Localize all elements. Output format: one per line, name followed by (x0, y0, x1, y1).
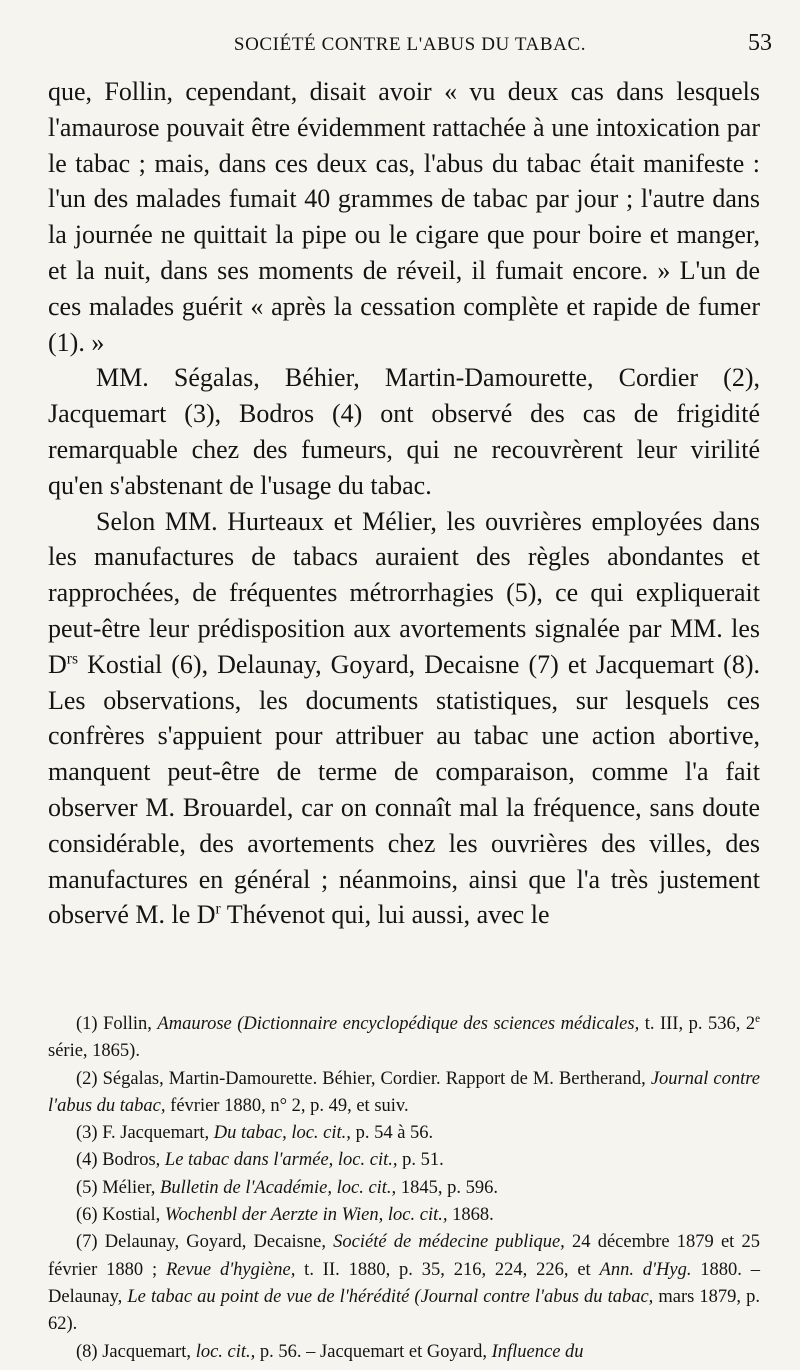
footnote-7-end: mars 1879, p. 62). (48, 1286, 761, 1335)
paragraph-1: que, Follin, cependant, disait avoir « vu deux cas dans lesquels l'amaurose pouvait être évidemment rattachée à une intoxication par le tabac ; mais, dans ces deux cas, l'abus du tabac était manifeste : l'un des malades fumait 40 grammes de tabac par jour ; l'autre dans la journée ne quittait la pipe ou le cigare que pour boire et manger, et la nuit, dans ses moments de réveil, il fumait encore. » L'un de ces malades guérit « après la cessation complète et rapide de fumer (1). » (48, 77, 760, 357)
paragraph-3-part-a: Selon MM. Hurteaux et Mélier, les ouvrières employées dans les manufactures de tabacs auraient des règles abondantes et rapprochées, de fréquentes métrorrhagies (5), ce qui expliquerait peut-être leur prédisposition aux avortements signalée par MM. les D (48, 506, 760, 679)
footnote-7-pages: t. II. 1880, p. 35, 216, 224, 226, et (295, 1259, 600, 1280)
superscript-drs: rs (66, 650, 79, 668)
footnote-8-title-1: loc. cit., (195, 1341, 256, 1362)
page-number: 53 (748, 30, 772, 56)
footnote-1-text: (1) Follin, (76, 1014, 158, 1034)
footnote-5-ref: 1845, p. 596. (396, 1177, 498, 1198)
footnote-7-title-1: Société de médecine publique, (333, 1232, 565, 1253)
footnote-6-ref: 1868. (447, 1205, 494, 1226)
footnote-5 (48, 1175, 760, 1202)
footnote-1-sup: e (755, 1012, 761, 1025)
footnote-4 (48, 1147, 760, 1174)
footnote-8-text: (8) Jacquemart, (76, 1341, 196, 1362)
footnote-1 (48, 1011, 760, 1066)
footnote-4-title: Le tabac dans l'armée, loc. cit., (164, 1150, 398, 1171)
footnote-4-ref: p. 51. (397, 1150, 444, 1171)
footnote-3-text: (3) F. Jacquemart, (76, 1123, 214, 1144)
running-title: SOCIÉTÉ CONTRE L'ABUS DU TABAC. (233, 34, 587, 55)
footnote-1-title: Amaurose (Dictionnaire encyclopédique des sciences médicales, (157, 1014, 640, 1034)
footnote-7-text: (7) Delaunay, Goyard, Decaisne, (76, 1232, 334, 1253)
footnote-5-text: (5) Mélier, (76, 1177, 161, 1198)
footnote-8-title-2: Influence du (491, 1341, 584, 1362)
footnote-7-dates: 24 décembre 1879 et 25 février 1880 ; (48, 1232, 760, 1280)
paragraph-3 (48, 504, 760, 934)
footnote-2 (48, 1066, 760, 1121)
footnote-2-text: (2) Ségalas, Martin-Damourette. Béhier, Cordier. Rapport de M. Bertherand, (76, 1068, 651, 1089)
paragraph-2: MM. Ségalas, Béhier, Martin-Damourette, Cordier (2), Jacquemart (3), Bodros (4) ont observé des cas de frigidité remarquable chez des fumeurs, qui ne recouvrèrent leur virilité qu'en s'abstenant de l'usage du tabac. (48, 363, 760, 500)
footnote-2-ref: février 1880, n° 2, p. 49, et suiv. (165, 1095, 409, 1116)
footnote-7-title-4: Le tabac au point de vue de l'hérédité (Journal contre l'abus du tabac, (127, 1286, 654, 1307)
page-header (48, 30, 772, 64)
footnote-1-end: série, 1865). (48, 1041, 140, 1062)
footnote-2-title: Journal contre l'abus du tabac, (48, 1068, 760, 1116)
footnote-1-ref: t. III, p. 536, 2 (639, 1014, 756, 1034)
superscript-dr: r (215, 900, 221, 918)
footnote-3-ref: p. 54 à 56. (350, 1123, 434, 1144)
footnote-7 (48, 1229, 760, 1338)
footnote-7-author: 1880. – Delaunay, (48, 1259, 761, 1307)
footnote-5-title: Bulletin de l'Académie, loc. cit., (160, 1177, 397, 1198)
footnote-6 (48, 1202, 760, 1229)
footnote-3 (48, 1120, 760, 1147)
footnote-8 (48, 1339, 760, 1366)
footnote-3-title: Du tabac, loc. cit., (213, 1123, 351, 1144)
main-text (48, 74, 760, 933)
paragraph-3-part-b: Kostial (6), Delaunay, Goyard, Decaisne (7) et Jacquemart (8). Les observations, les documents statistiques, sur lesquels ces confrères s'appuient pour attribuer au tabac une action abortive, manquent peut-être de terme de comparaison, comme l'a fait observer M. Brouardel, car on connaît mal la fréquence, sans doute considérable, des avortements chez les ouvrières des villes, des manufactures en général ; néanmoins, ainsi que l'a très justement observé M. le D (48, 649, 760, 930)
footnote-7-title-2: Revue d'hygiène, (165, 1259, 296, 1280)
footnote-6-text: (6) Kostial, (76, 1205, 165, 1226)
footnote-7-title-3: Ann. d'Hyg. (599, 1259, 692, 1280)
footnote-6-title: Wochenbl der Aerzte in Wien, loc. cit., (164, 1205, 448, 1226)
paragraph-3-part-c: Thévenot qui, lui aussi, avec le (220, 900, 550, 930)
footnote-4-text: (4) Bodros, (76, 1150, 165, 1171)
footnote-8-ref: p. 56. – Jacquemart et Goyard, (255, 1341, 492, 1362)
footnotes (48, 1011, 760, 1366)
